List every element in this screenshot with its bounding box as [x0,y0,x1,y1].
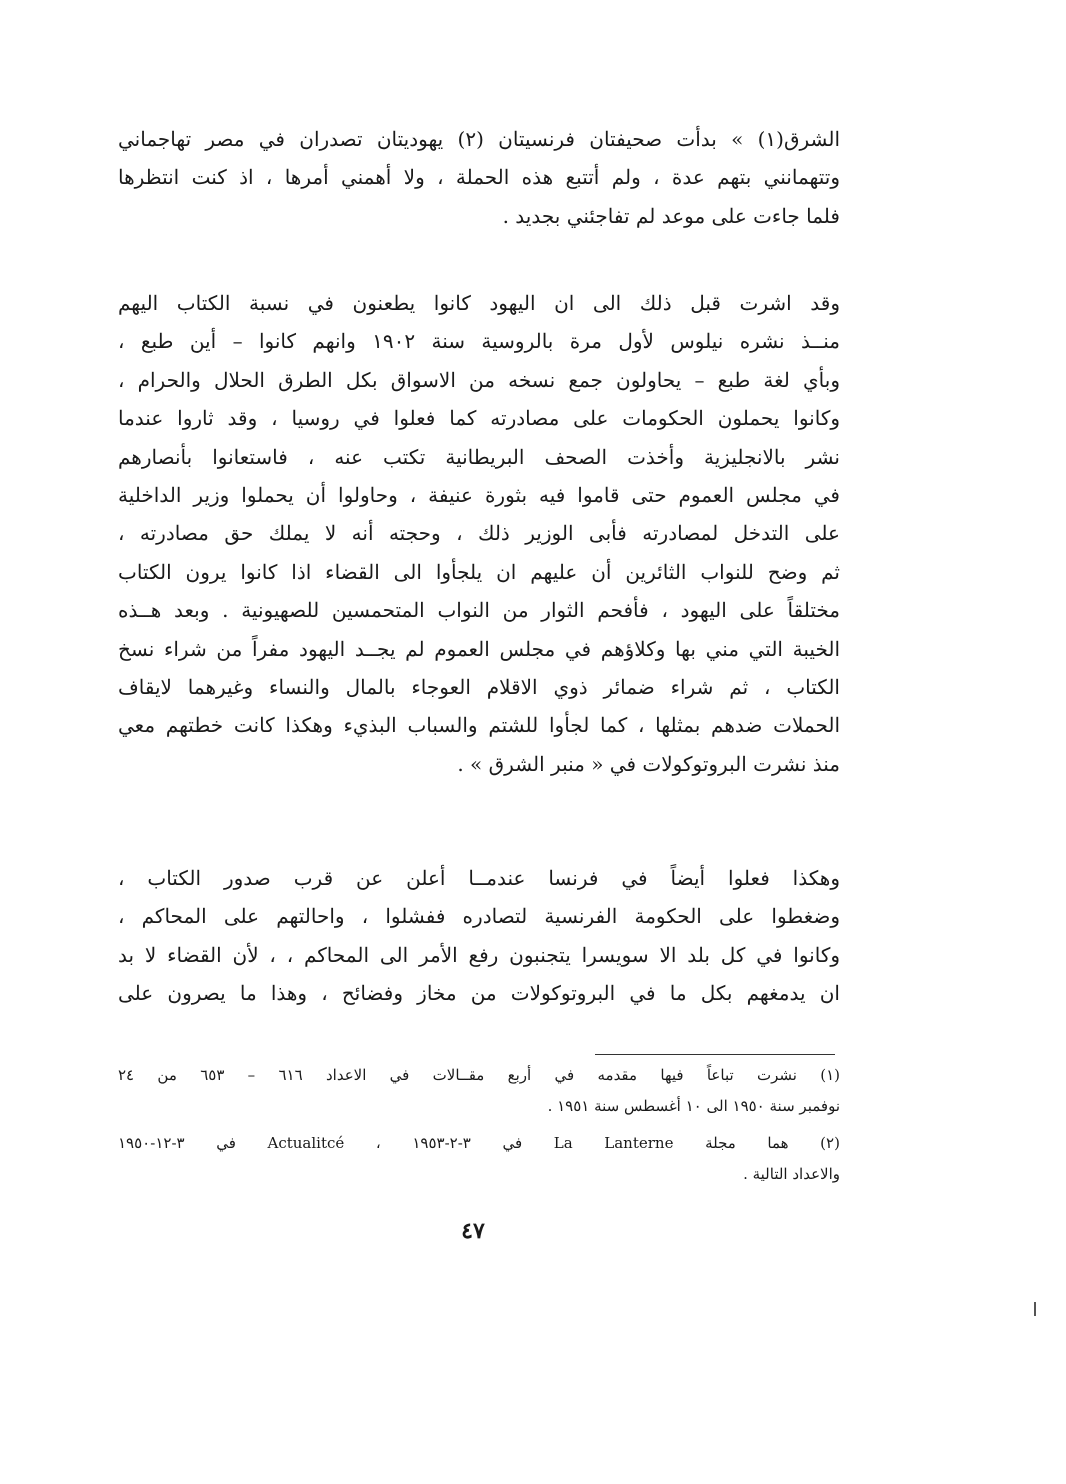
footnote-1 [118,1060,840,1122]
footnote-line: (١) نشرت تباعاً فيها مقدمه في أربع مقــالات في الاعداد ٦١٦ – ٦٥٣ من ٢٤ [118,1066,840,1084]
text-line: وتتهمانني بتهم عدة ، ولم أتتبع هذه الحملة ، ولا أهمني أمرها ، اذ كنت انتظرها [118,165,840,190]
text-line: وقد اشرت قبل ذلك الى ان اليهود كانوا يطعنون في نسبة الكتاب اليهم [118,291,840,315]
text-line: على التدخل لمصادرته فأبى الوزير ذلك ، وحجته أنه لا يملك حق مصادرته ، [118,521,840,546]
text-line: الخيبة التي مني بها وكلاؤهم في مجلس العموم لم يجــد اليهود مفراً من شراء نسخ [118,636,840,661]
footnotes [118,1060,840,1190]
text-line: وبأي لغة طبع – يحاولون جمع نسخه من الاسواق بكل الطرق الحلال والحرام ، [118,367,840,392]
text-line: الحملات ضدهم بمثلها ، كما لجأوا للشتم والسباب البذيء وهكذا كانت خطتهم معي [118,713,840,738]
text-line: وهكذا فعلوا أيضاً في فرنسا عندمــا أعلن عن قرب صدور الكتاب ، [118,866,840,890]
text-line: وكانوا في كل بلد الا سويسرا يتجنبون رفع الأمر الى المحاكم ، ، لأن القضاء لا بد [118,942,840,967]
paragraph-1 [118,120,840,235]
paragraph-2 [118,284,840,783]
text-line: مختلقاً على اليهود ، فأفحم الثوار من النواب المتحمسين للصهيونية . وبعد هــذه [118,598,840,623]
text-line: في مجلس العموم حتى قاموا فيه بثورة عنيفة ، وحاولوا أن يحملوا وزير الداخلية [118,482,840,507]
footnote-line: والاعداد التالية . [743,1165,840,1183]
text-line: منــذ نشره نيلوس لأول مرة بالروسية سنة ١٩٠٢ وانهم كانوا – أين طبع ، [118,329,840,354]
footnote-line: نوفمبر سنة ١٩٥٠ الى ١٠ أغسطس سنة ١٩٥١ . [547,1097,840,1115]
text-line: منذ نشرت البروتوكولات في « منبر الشرق » . [457,751,840,776]
text-line: نشر بالانجليزية وأخذت الصحف البريطانية تكتب عنه ، فاستعانوا بأنصارهم [118,444,840,469]
text-line: الشرق(١) » بدأت صحيفتان فرنسيتان (٢) يهوديتان تصدران في مصر تهاجماني [118,127,840,151]
paragraph-3 [118,859,840,1013]
text-line: فلما جاءت على موعد لم تفاجئني بجديد . [502,203,840,228]
text-line: ثم وضح للنواب الثائرين أن عليهم ان يلجأوا الى القضاء اذا كانوا يرون الكتاب [118,559,840,584]
page-number: ٤٧ [461,1218,485,1244]
text-line: وضغطوا على الحكومة الفرنسية لتصادره ففشلوا ، واحالتهم على المحاكم ، [118,904,840,929]
footnote-separator [595,1054,835,1055]
scan-artifact [1034,1302,1036,1316]
text-line: وكانوا يحملون الحكومات على مصادرته كما فعلوا في روسيا ، وقد ثاروا عندما [118,406,840,431]
footnote-2 [118,1128,840,1190]
footnote-line: (٢) هما مجلة La Lanterne في ٣-٢-١٩٥٣ ، Actualitcé في ٣-١٢-١٩٥٠ [118,1134,840,1152]
text-line: ان يدمغهم بكل ما في البروتوكولات من مخاز وفضائح ، وهذا ما يصرون على [118,981,840,1006]
text-line: الكتاب ، ثم شراء ضمائر ذوي الاقلام العوجاء بالمال والنساء وغيرهما لايقاف [118,674,840,699]
